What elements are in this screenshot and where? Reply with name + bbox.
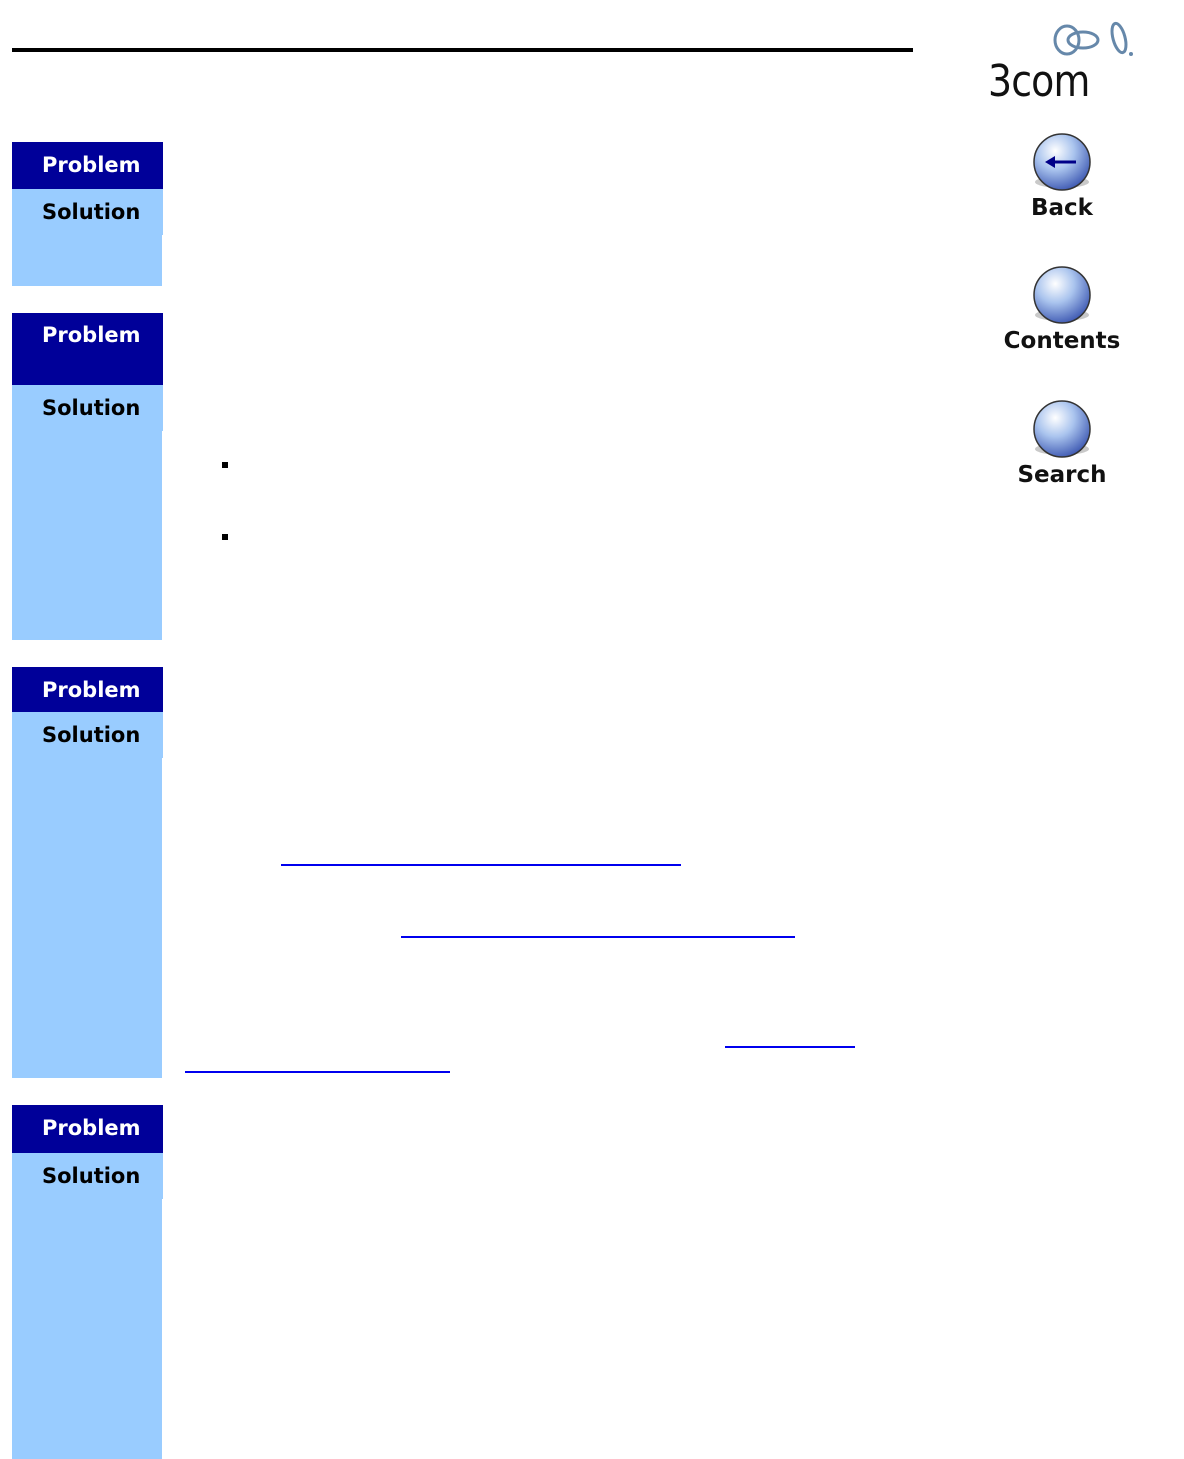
section-1-solution-label: Solution: [12, 189, 163, 235]
back-button[interactable]: [992, 132, 1132, 222]
contents-button[interactable]: [992, 265, 1132, 355]
search-ball-icon: [1031, 399, 1093, 461]
contents-ball-icon: [1031, 265, 1093, 327]
back-label: Back: [1031, 195, 1093, 221]
contents-label: Contents: [1003, 328, 1121, 354]
section-4-solution-label: Solution: [12, 1153, 163, 1199]
section-1-sidebar: [12, 142, 162, 286]
hyperlink-underline[interactable]: [185, 1071, 450, 1073]
back-arrow-icon: [1031, 132, 1093, 194]
hyperlink-underline[interactable]: [401, 936, 795, 938]
logo-wordmark: 3com: [988, 56, 1090, 107]
search-button[interactable]: [992, 399, 1132, 489]
search-label: Search: [1017, 462, 1107, 488]
section-2-solution-label: Solution: [12, 385, 163, 431]
section-1-problem-label: Problem: [12, 142, 163, 189]
hyperlink-underline[interactable]: [281, 864, 681, 866]
section-3-sidebar: [12, 667, 162, 1078]
section-2-sidebar: [12, 313, 162, 640]
section-3-problem-label: Problem: [12, 667, 163, 712]
list-bullet: [222, 534, 228, 540]
list-bullet: [222, 462, 228, 468]
section-2-problem-label: Problem: [12, 313, 163, 385]
hyperlink-underline[interactable]: [725, 1046, 855, 1048]
brand-logo: [985, 14, 1145, 107]
section-4-sidebar: [12, 1105, 162, 1459]
section-3-solution-label: Solution: [12, 712, 163, 758]
header-rule: [12, 48, 913, 52]
section-4-problem-label: Problem: [12, 1105, 163, 1153]
